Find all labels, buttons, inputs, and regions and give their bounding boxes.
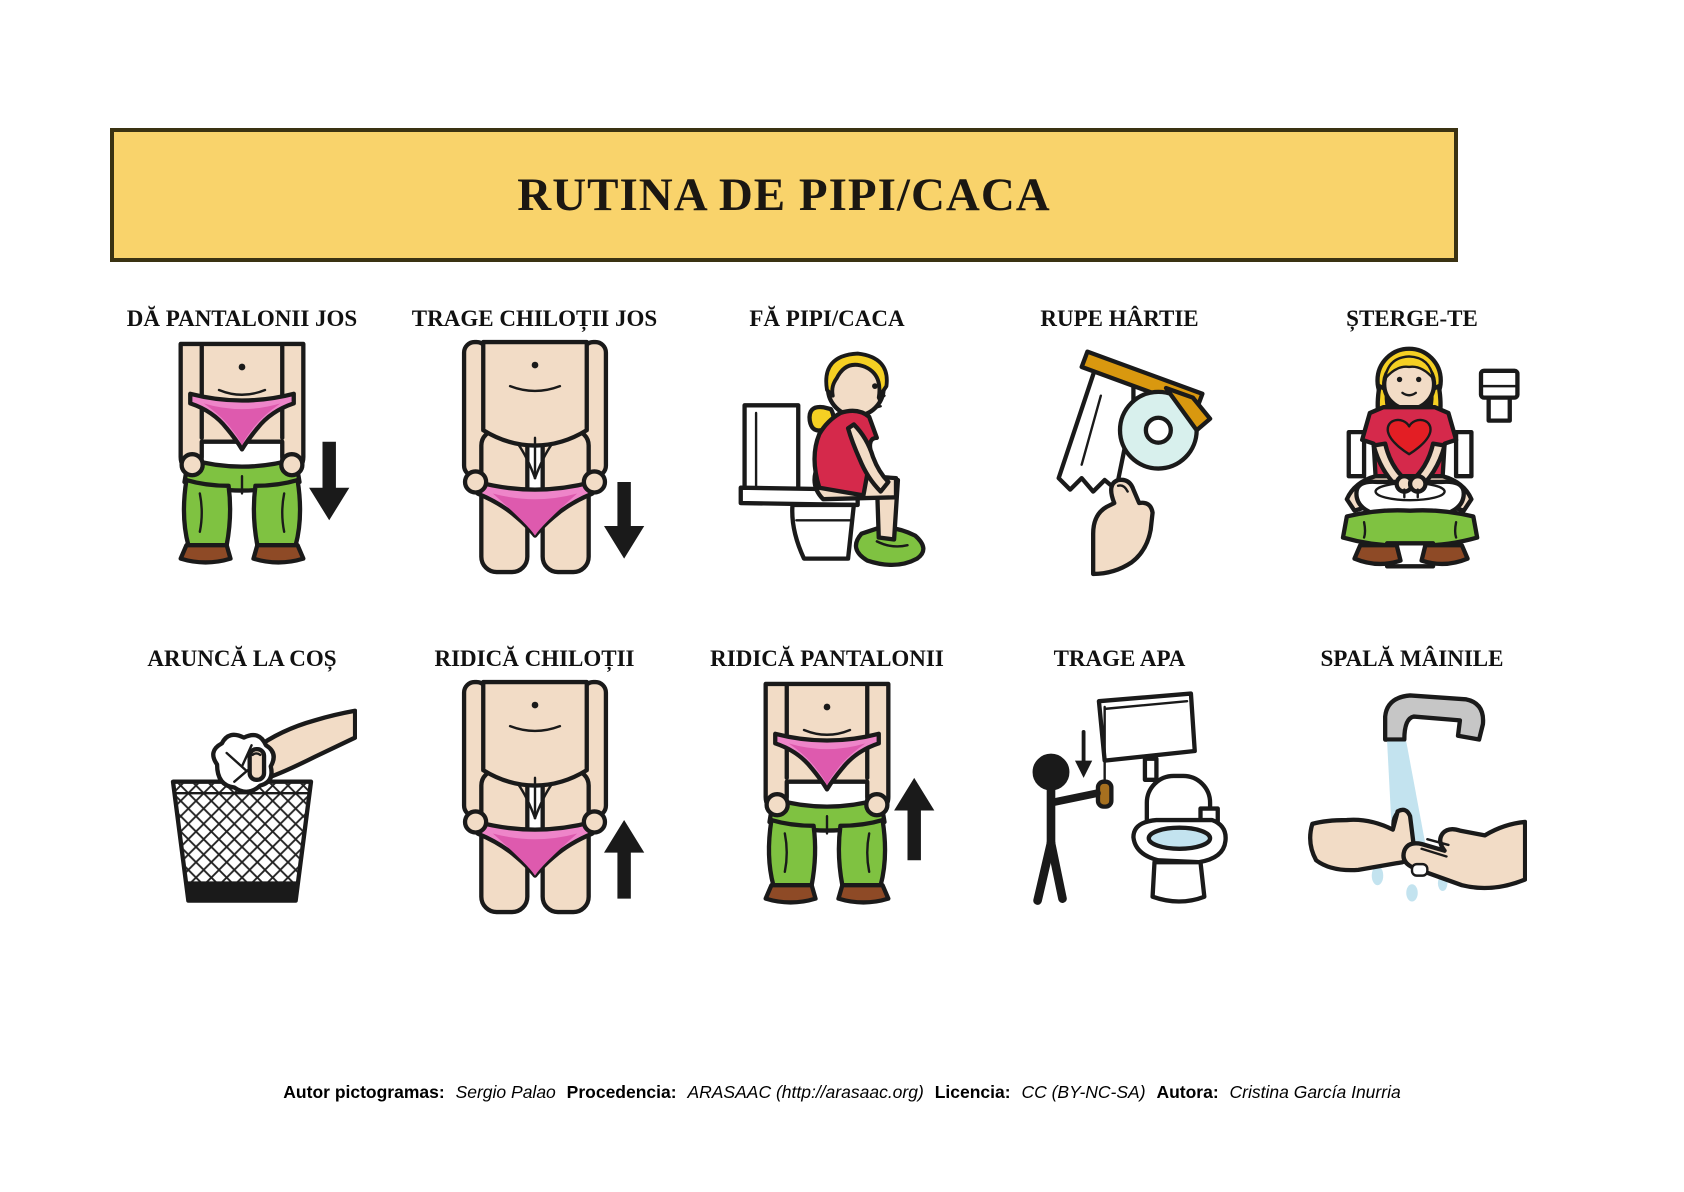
credit-value: Sergio Palao: [455, 1082, 556, 1102]
credits-line: [0, 1082, 1684, 1103]
step-card-wipe: [1274, 302, 1550, 578]
routine-row-2: [104, 642, 1550, 918]
underwear-down-icon: [420, 338, 650, 578]
wash-hands-icon: [1297, 678, 1527, 918]
step-card-flush: [982, 642, 1258, 918]
step-label: RUPE HÂRTIE: [1040, 306, 1199, 331]
routine-grid: [104, 302, 1550, 918]
step-card-pants-up: [689, 642, 965, 918]
step-label: SPALĂ MÂINILE: [1320, 646, 1504, 671]
pants-down-icon: [127, 338, 357, 578]
sit-on-toilet-icon: [712, 338, 942, 578]
step-label: RIDICĂ CHILOȚII: [434, 646, 635, 671]
step-card-wash-hands: [1274, 642, 1550, 918]
pants-up-icon: [712, 678, 942, 918]
step-card-sit-toilet: [689, 302, 965, 578]
step-label: TRAGE APA: [1053, 646, 1186, 671]
credit-value: Cristina García Inurria: [1229, 1082, 1401, 1102]
page-title: RUTINA DE PIPI/CACA: [517, 169, 1051, 221]
arrow-up-icon: [604, 820, 644, 899]
step-card-underwear-down: [397, 302, 673, 578]
credit-value: ARASAAC (http://arasaac.org): [687, 1082, 924, 1102]
title-banner: [110, 128, 1458, 262]
routine-row-1: [104, 302, 1550, 578]
arrow-down-icon: [309, 442, 349, 521]
step-card-tear-paper: [982, 302, 1258, 578]
arrow-down-icon: [604, 482, 644, 559]
step-label: ARUNCĂ LA COȘ: [147, 646, 337, 671]
flush-toilet-icon: [1005, 678, 1235, 918]
step-card-underwear-up: [397, 642, 673, 918]
credit-label: Autora:: [1156, 1082, 1219, 1102]
step-label: TRAGE CHILOȚII JOS: [411, 306, 658, 331]
credit-label: Procedencia:: [566, 1082, 677, 1102]
throw-in-bin-icon: [127, 678, 357, 918]
arrow-up-icon: [894, 778, 934, 860]
wipe-yourself-icon: [1297, 338, 1527, 578]
step-label: FĂ PIPI/CACA: [749, 306, 905, 331]
tear-toilet-paper-icon: [1005, 338, 1235, 578]
step-label: DĂ PANTALONII JOS: [126, 306, 358, 331]
step-card-pants-down: [104, 302, 380, 578]
credit-value: CC (BY-NC-SA): [1021, 1082, 1146, 1102]
step-label: RIDICĂ PANTALONII: [710, 646, 944, 671]
credit-label: Autor pictogramas:: [283, 1082, 445, 1102]
step-label: ȘTERGE-TE: [1346, 306, 1478, 331]
credit-label: Licencia:: [934, 1082, 1011, 1102]
underwear-up-icon: [420, 678, 650, 918]
step-card-throw-bin: [104, 642, 380, 918]
